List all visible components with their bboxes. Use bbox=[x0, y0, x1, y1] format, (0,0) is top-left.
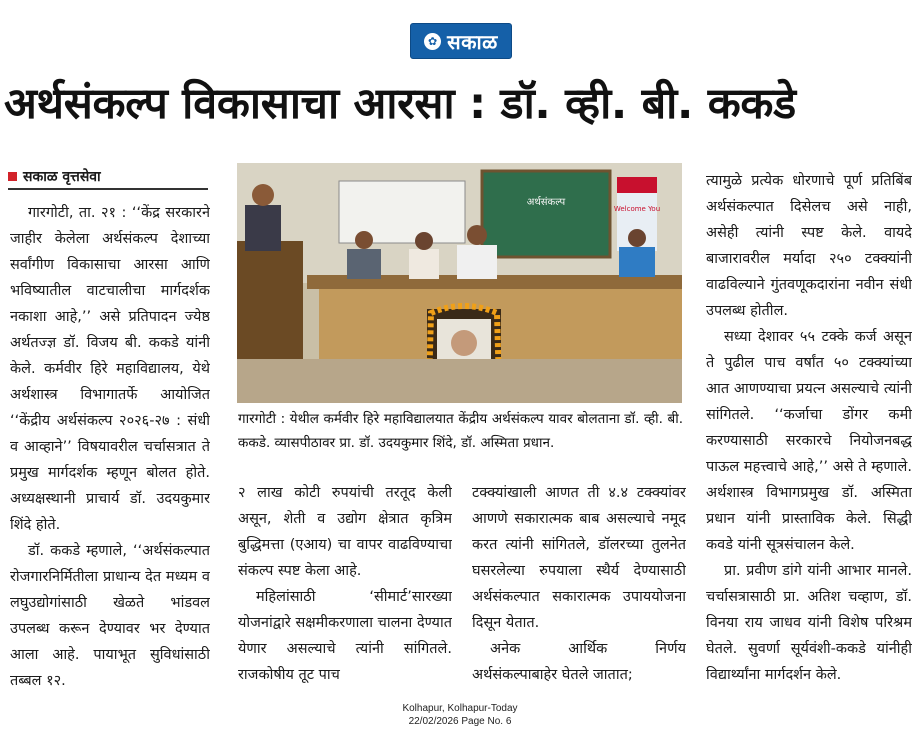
paragraph: २ लाख कोटी रुपयांची तरतूद केली असून, शेती व उद्योग क्षेत्रात कृत्रिम बुद्धिमत्ता (एआय) चा वापर वाढविण्याचा संकल्प स्पष्ट केला आहे. bbox=[238, 485, 452, 579]
event-photo-illustration bbox=[237, 163, 682, 403]
byline bbox=[8, 164, 208, 190]
byline-text: सकाळ वृत्तसेवा bbox=[23, 168, 101, 185]
paragraph: त्यामुळे प्रत्येक धोरणाचे पूर्ण प्रतिबिंब अर्थसंकल्पात दिसेलच असे नाही, असेही त्यांनी स्पष्ट केले. वायदे बाजारावरील मर्यादा २५० टक्क्यांनी वाढविल्याने गुंतवणूकदारांना नवीन संधी उपलब्ध होतील. bbox=[706, 173, 912, 319]
page-footer bbox=[380, 702, 540, 728]
logo-text: सकाळ bbox=[447, 29, 498, 54]
article-column-2 bbox=[238, 480, 452, 700]
article-column-1 bbox=[10, 200, 210, 700]
paragraph: डॉ. ककडे म्हणाले, ‘‘अर्थसंकल्पात रोजगारनिर्मितीला प्राधान्य देत मध्यम व लघुउद्योगांसाठी खेळते भांडवल उपलब्ध करून देण्यावर भर देण्यात आला आहे. पायाभूत सुविधांसाठी तब्बल १२. bbox=[10, 543, 210, 689]
paragraph: प्रा. प्रवीण डांगे यांनी आभार मानले. चर्चासत्रासाठी प्रा. अतिश चव्हाण, डॉ. विनया राय जाधव यांनी विशेष परिश्रम घेतले. सुवर्णा सूर्यवंशी-ककडे यांनीही विद्यार्थ्यांना मार्गदर्शन केले. bbox=[706, 563, 912, 683]
paragraph: सध्या देशावर ५५ टक्के कर्ज असून ते पुढील पाच वर्षांत ५० टक्क्यांच्या आत आणण्याचा प्रयत्न असल्याचे त्यांनी सांगितले. ‘‘कर्जाचा डोंगर कमी करण्यासाठी सरकारचे नियोजनबद्ध पाऊल महत्त्वाचे आहे,’’ असे ते म्हणाले. अर्थशास्त्र विभागप्रमुख डॉ. अस्मिता प्रधान यांनी प्रास्ताविक केले. सिद्धी कवडे यांनी सूत्रसंचालन केले. bbox=[706, 329, 912, 553]
article-column-4 bbox=[706, 168, 912, 700]
paragraph: अनेक आर्थिक निर्णय अर्थसंकल्पाबाहेर घेतले जातात; bbox=[472, 641, 686, 683]
paragraph: गारगोटी, ता. २१ : ‘‘केंद्र सरकारने जाहीर केलेला अर्थसंकल्प देशाच्या सर्वांगीण विकासाचा आरसा आणि भविष्यातील वाटचालीचा मार्गदर्शक नकाशा आहे,’’ असे प्रतिपादन ज्येष्ठ अर्थतज्ज्ञ डॉ. विजय बी. ककडे यांनी केले. कर्मवीर हिरे महाविद्यालय, येथे अर्थशास्त्र विभागातर्फे आयोजित ‘‘केंद्रीय अर्थसंकल्प २०२६-२७ : संधी व आव्हाने’’ विषयावरील चर्चासत्रात ते प्रमुख मार्गदर्शक म्हणून बोलत होते. अध्यक्षस्थानी प्राचार्य डॉ. उदयकुमार शिंदे होते. bbox=[10, 205, 210, 533]
sakal-logo bbox=[410, 23, 512, 59]
footer-date-page: 22/02/2026 Page No. 6 bbox=[408, 716, 512, 727]
board-text: अर्थसंकल्प bbox=[526, 197, 566, 208]
paragraph: महिलांसाठी ‘सीमार्ट’सारख्या योजनांद्वारे सक्षमीकरणाला चालना देण्यात येणार असल्याचे त्यांनी सांगितले. राजकोषीय तूट पाच bbox=[238, 589, 452, 683]
photo-caption: गारगोटी : येथील कर्मवीर हिरे महाविद्यालयात केंद्रीय अर्थसंकल्प यावर बोलताना डॉ. व्ही. बी. ककडे. व्यासपीठावर प्रा. डॉ. उदयकुमार शिंदे, डॉ. अस्मिता प्रधान. bbox=[238, 411, 683, 451]
article-column-3 bbox=[472, 480, 686, 700]
footer-edition: Kolhapur, Kolhapur-Today bbox=[402, 703, 518, 714]
byline-marker-icon bbox=[8, 172, 17, 181]
paragraph: टक्क्यांखाली आणत ती ४.४ टक्क्यांवर आणणे सकारात्मक बाब असल्याचे नमूद करत त्यांनी सांगितले, डॉलरच्या तुलनेत घसरलेल्या रुपयाला स्थैर्य देण्यासाठी अर्थसंकल्पात सकारात्मक उपाययोजना दिसून येतात. bbox=[472, 485, 686, 631]
sakal-emblem-icon: ✿ bbox=[424, 33, 441, 50]
event-photo bbox=[237, 163, 682, 403]
article-headline: अर्थसंकल्प विकासाचा आरसा : डॉ. व्ही. बी. ककडे bbox=[4, 79, 796, 129]
banner-text: Welcome You bbox=[613, 205, 661, 213]
